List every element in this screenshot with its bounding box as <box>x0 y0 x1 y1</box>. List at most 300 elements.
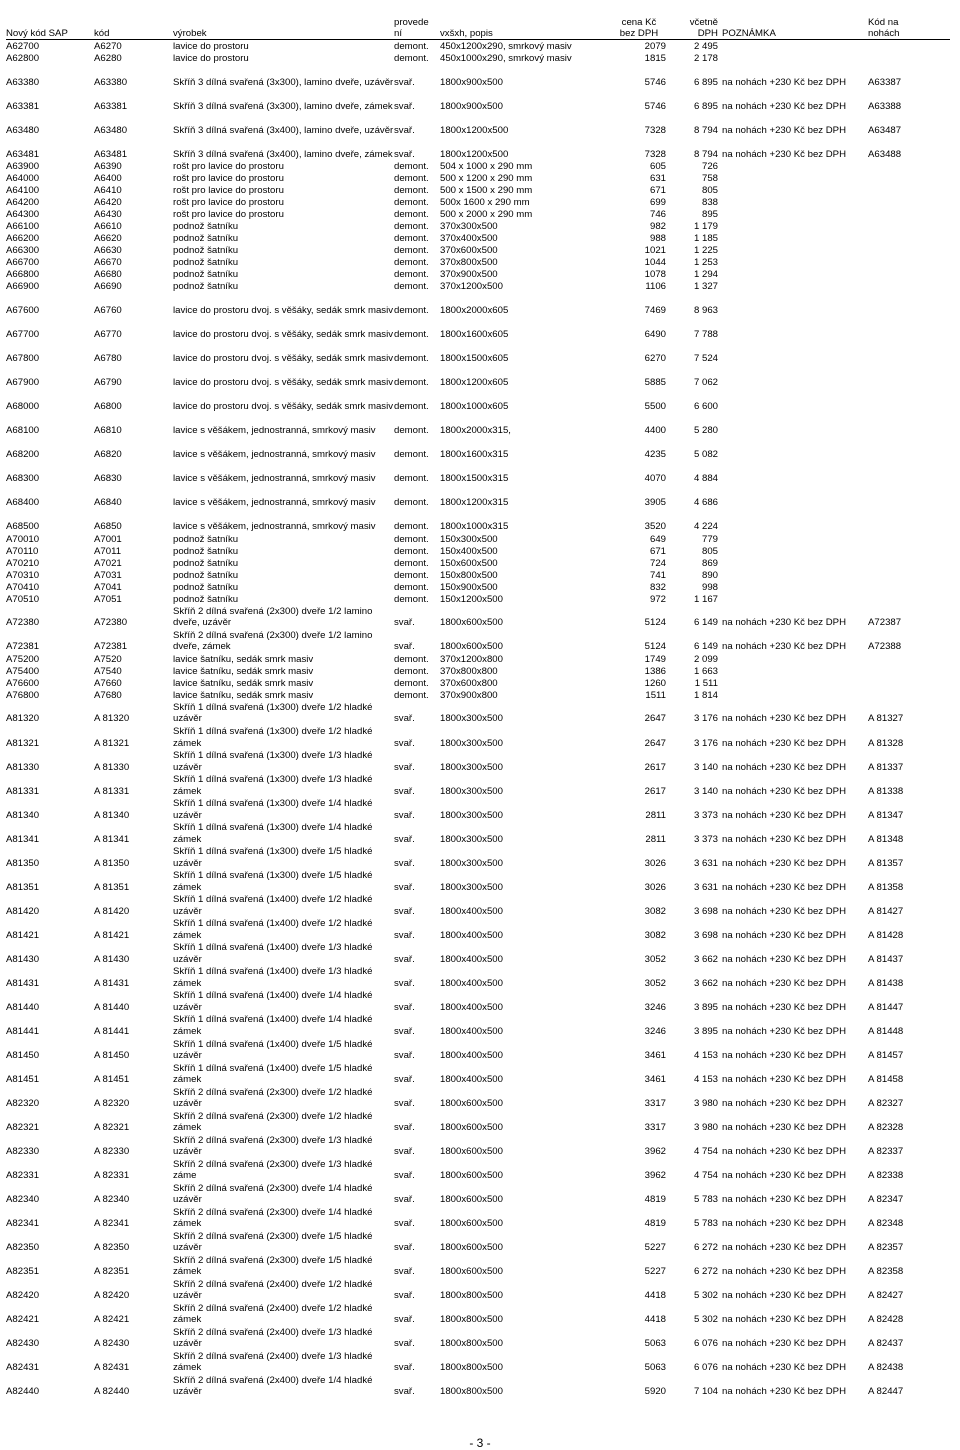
cell-execution: svař. <box>394 1001 415 1013</box>
cell-note: na nohách +230 Kč bez DPH <box>722 617 847 629</box>
cell-sap-code: A82431 <box>6 1362 40 1374</box>
table-row <box>6 725 950 749</box>
cell-sap-code: A62700 <box>6 41 40 53</box>
cell-code: A 81351 <box>94 881 130 893</box>
cell-sap-code: A81320 <box>6 713 40 725</box>
cell-sap-code: A66100 <box>6 221 40 233</box>
cell-code: A6270 <box>94 41 122 53</box>
cell-price-vat: 6 272 <box>693 1266 718 1278</box>
table-row <box>6 1302 950 1326</box>
cell-dimensions: 1800x1000x315 <box>440 521 509 533</box>
cell-note <box>722 280 868 292</box>
cell-legs-code: A 82447 <box>868 1386 904 1398</box>
cell-price-net: 1386 <box>644 665 666 677</box>
cell-dimensions: 500 x 2000 x 290 mm <box>440 209 533 221</box>
cell-product: rošt pro lavice do prostoru <box>173 173 284 185</box>
cell-execution: svař. <box>394 148 415 160</box>
cell-code: A6840 <box>94 497 122 509</box>
cell-code: A6620 <box>94 233 122 245</box>
table-row <box>6 1230 950 1254</box>
cell-execution: svař. <box>394 953 415 965</box>
cell-price-vat: 1 225 <box>693 245 718 257</box>
cell-legs-code <box>868 52 950 64</box>
cell-legs-code <box>868 244 950 256</box>
cell-execution: svař. <box>394 929 415 941</box>
cell-price-net: 1815 <box>644 53 666 65</box>
cell-note: na nohách +230 Kč bez DPH <box>722 76 847 88</box>
cell-price-net: 6490 <box>644 328 666 340</box>
cell-price-net: 5227 <box>644 1266 666 1278</box>
cell-price-net: 5063 <box>644 1362 666 1374</box>
cell-dimensions: 1800x800x500 <box>440 1338 503 1350</box>
cell-price-net: 671 <box>649 545 666 557</box>
cell-price-net: 5063 <box>644 1338 666 1350</box>
table-row <box>6 749 950 773</box>
cell-note <box>722 172 868 184</box>
cell-product: Skříň 1 dílná svařená (1x300) dveře 1/2 hladké uzávěr <box>173 702 373 725</box>
cell-note: na nohách +230 Kč bez DPH <box>722 713 847 725</box>
cell-product: podnož šatníku <box>173 569 239 581</box>
cell-dimensions: 450x1200x290, smrkový masiv <box>440 41 572 53</box>
cell-note <box>722 545 868 557</box>
cell-note: na nohách +230 Kč bez DPH <box>722 857 847 869</box>
cell-code: A6800 <box>94 401 122 413</box>
cell-execution: demont. <box>394 53 429 65</box>
cell-sap-code: A67700 <box>6 328 40 340</box>
cell-sap-code: A66800 <box>6 269 40 281</box>
cell-price-net: 982 <box>649 221 666 233</box>
cell-dimensions: 450x1000x290, smrkový masiv <box>440 53 572 65</box>
table-row <box>6 412 950 436</box>
cell-price-net: 4235 <box>644 449 666 461</box>
cell-sap-code: A63480 <box>6 124 40 136</box>
cell-product: lavice do prostoru <box>173 53 249 65</box>
cell-product: Skříň 2 dílná svařená (2x400) dveře 1/3 hladké zámek <box>173 1350 373 1374</box>
cell-product: Skříň 1 dílná svařená (1x400) dveře 1/3 hladké zámek <box>173 966 373 989</box>
cell-dimensions: 1800x800x500 <box>440 1362 503 1374</box>
cell-code: A6680 <box>94 269 122 281</box>
cell-code: A6830 <box>94 473 122 485</box>
cell-legs-code: A 81457 <box>868 1049 904 1061</box>
cell-legs-code: A 81337 <box>868 761 904 773</box>
cell-price-vat: 6 272 <box>693 1242 718 1254</box>
table-row <box>6 40 950 53</box>
cell-dimensions: 1800x400x500 <box>440 1001 503 1013</box>
cell-code: A72381 <box>94 641 128 653</box>
cell-sap-code: A81420 <box>6 905 40 917</box>
cell-legs-code: A 82347 <box>868 1194 904 1206</box>
cell-sap-code: A68000 <box>6 401 40 413</box>
cell-sap-code: A66300 <box>6 245 40 257</box>
cell-note: na nohách +230 Kč bez DPH <box>722 1122 847 1134</box>
cell-price-net: 4070 <box>644 473 666 485</box>
cell-sap-code: A82420 <box>6 1290 40 1302</box>
table-row <box>6 196 950 208</box>
cell-code: A6410 <box>94 185 122 197</box>
cell-dimensions: 500x 1600 x 290 mm <box>440 197 530 209</box>
cell-execution: svař. <box>394 1146 415 1158</box>
table-row <box>6 941 950 965</box>
cell-execution: demont. <box>394 269 429 281</box>
cell-dimensions: 1800x600x500 <box>440 1170 503 1182</box>
cell-code: A6630 <box>94 245 122 257</box>
cell-legs-code <box>868 412 950 436</box>
cell-price-vat: 4 153 <box>693 1073 718 1085</box>
cell-sap-code: A63380 <box>6 76 40 88</box>
cell-code: A6810 <box>94 425 122 437</box>
cell-price-vat: 5 082 <box>693 449 718 461</box>
cell-price-net: 3082 <box>644 929 666 941</box>
cell-legs-code: A 81327 <box>868 713 904 725</box>
cell-execution: demont. <box>394 665 429 677</box>
cell-price-vat: 805 <box>701 545 718 557</box>
cell-dimensions: 1800x600x500 <box>440 641 503 653</box>
cell-code: A 81350 <box>94 857 130 869</box>
cell-legs-code <box>868 485 950 509</box>
cell-sap-code: A81341 <box>6 833 40 845</box>
cell-sap-code: A82321 <box>6 1122 40 1134</box>
cell-price-vat: 3 980 <box>693 1122 718 1134</box>
cell-sap-code: A81340 <box>6 809 40 821</box>
cell-execution: svař. <box>394 1386 415 1398</box>
cell-product: Skříň 1 dílná svařená (1x400) dveře 1/2 hladké zámek <box>173 918 373 941</box>
cell-legs-code: A 82437 <box>868 1338 904 1350</box>
cell-code: A6610 <box>94 221 122 233</box>
cell-product: Skříň 2 dílná svařená (2x300) dveře 1/4 hladké zámek <box>173 1206 373 1230</box>
cell-dimensions: 1800x2000x605 <box>440 304 509 316</box>
cell-price-vat: 6 895 <box>693 100 718 112</box>
table-row <box>6 581 950 593</box>
cell-sap-code: A81421 <box>6 929 40 941</box>
table-body <box>6 40 950 1398</box>
cell-sap-code: A66700 <box>6 257 40 269</box>
cell-product: lavice šatníku, sedák smrk masiv <box>173 677 314 689</box>
cell-price-vat: 3 980 <box>693 1097 718 1109</box>
cell-sap-code: A82421 <box>6 1314 40 1326</box>
cell-legs-code <box>868 388 950 412</box>
cell-execution: demont. <box>394 221 429 233</box>
cell-code: A 81440 <box>94 1001 130 1013</box>
cell-execution: svař. <box>394 713 415 725</box>
header-note: POZNÁMKA <box>722 13 868 40</box>
cell-legs-code <box>868 184 950 196</box>
table-row <box>6 292 950 316</box>
cell-note <box>722 340 868 364</box>
cell-legs-code: A 82327 <box>868 1097 904 1109</box>
cell-execution: svař. <box>394 1314 415 1326</box>
cell-price-vat: 3 176 <box>693 713 718 725</box>
cell-dimensions: 1800x800x500 <box>440 1386 503 1398</box>
cell-dimensions: 1800x400x500 <box>440 1073 503 1085</box>
cell-legs-code: A63387 <box>868 76 902 88</box>
cell-execution: svař. <box>394 641 415 653</box>
cell-price-vat: 5 783 <box>693 1218 718 1230</box>
table-row <box>6 256 950 268</box>
cell-execution: svař. <box>394 1362 415 1374</box>
table-row <box>6 88 950 112</box>
cell-execution: svař. <box>394 124 415 136</box>
cell-note: na nohách +230 Kč bez DPH <box>722 1218 847 1230</box>
cell-legs-code <box>868 689 950 701</box>
table-row <box>6 112 950 136</box>
cell-note: na nohách +230 Kč bez DPH <box>722 1386 847 1398</box>
cell-code: A 82330 <box>94 1146 130 1158</box>
cell-price-vat: 3 698 <box>693 929 718 941</box>
cell-dimensions: 1800x600x500 <box>440 617 503 629</box>
cell-code: A7660 <box>94 677 122 689</box>
cell-price-vat: 4 754 <box>693 1170 718 1182</box>
table-row <box>6 869 950 893</box>
cell-note <box>722 665 868 677</box>
cell-dimensions: 370x600x800 <box>440 677 498 689</box>
cell-legs-code <box>868 437 950 461</box>
cell-sap-code: A81451 <box>6 1073 40 1085</box>
cell-code: A 81340 <box>94 809 130 821</box>
cell-product: Skříň 2 dílná svařená (2x300) dveře 1/3 hladké uzávěr <box>173 1134 373 1158</box>
cell-sap-code: A82320 <box>6 1097 40 1109</box>
cell-price-net: 2811 <box>645 809 666 821</box>
cell-note: na nohách +230 Kč bez DPH <box>722 1194 847 1206</box>
cell-product: lavice s věšákem, jednostranná, smrkový masiv <box>173 449 376 461</box>
cell-legs-code <box>868 581 950 593</box>
cell-dimensions: 1800x300x500 <box>440 833 503 845</box>
cell-price-vat: 4 754 <box>693 1146 718 1158</box>
cell-sap-code: A68100 <box>6 425 40 437</box>
cell-dimensions: 1800x1500x315 <box>440 473 509 485</box>
cell-legs-code <box>868 593 950 605</box>
header-sap-code: Nový kód SAP <box>6 13 94 40</box>
cell-sap-code: A82440 <box>6 1386 40 1398</box>
cell-price-net: 5746 <box>644 100 666 112</box>
table-row <box>6 388 950 412</box>
cell-price-vat: 3 631 <box>693 881 718 893</box>
cell-price-vat: 6 600 <box>693 401 718 413</box>
cell-legs-code: A 81357 <box>868 857 904 869</box>
table-row <box>6 557 950 569</box>
cell-legs-code: A 81328 <box>868 737 904 749</box>
cell-dimensions: 1800x1600x605 <box>440 328 509 340</box>
cell-execution: demont. <box>394 581 429 593</box>
cell-dimensions: 150x900x500 <box>440 581 498 593</box>
cell-execution: demont. <box>394 449 429 461</box>
table-row <box>6 1278 950 1302</box>
cell-execution: demont. <box>394 377 429 389</box>
table-row <box>6 340 950 364</box>
cell-sap-code: A81441 <box>6 1025 40 1037</box>
cell-legs-code: A 81338 <box>868 785 904 797</box>
cell-execution: demont. <box>394 161 429 173</box>
cell-note: na nohách +230 Kč bez DPH <box>722 1290 847 1302</box>
cell-dimensions: 370x400x500 <box>440 233 498 245</box>
cell-price-net: 5227 <box>644 1242 666 1254</box>
cell-dimensions: 150x300x500 <box>440 533 498 545</box>
cell-dimensions: 370x900x500 <box>440 269 498 281</box>
header-price-vat: včetně DPH <box>670 13 722 40</box>
cell-legs-code <box>868 340 950 364</box>
cell-execution: svař. <box>394 833 415 845</box>
cell-execution: svař. <box>394 737 415 749</box>
cell-code: A 82351 <box>94 1266 130 1278</box>
cell-legs-code: A 82337 <box>868 1146 904 1158</box>
cell-product: Skříň 1 dílná svařená (1x400) dveře 1/3 hladké uzávěr <box>173 942 373 965</box>
cell-price-net: 5920 <box>644 1386 666 1398</box>
cell-sap-code: A81331 <box>6 785 40 797</box>
cell-sap-code: A81431 <box>6 977 40 989</box>
table-row <box>6 773 950 797</box>
table-row <box>6 677 950 689</box>
cell-dimensions: 1800x1200x315 <box>440 497 509 509</box>
cell-execution: svař. <box>394 1122 415 1134</box>
cell-execution: demont. <box>394 425 429 437</box>
cell-price-net: 3026 <box>644 857 666 869</box>
cell-dimensions: 150x1200x500 <box>440 593 503 605</box>
cell-sap-code: A63900 <box>6 161 40 173</box>
cell-price-vat: 6 149 <box>693 617 718 629</box>
cell-dimensions: 1800x300x500 <box>440 881 503 893</box>
cell-sap-code: A63381 <box>6 100 40 112</box>
cell-dimensions: 1800x1000x605 <box>440 401 509 413</box>
cell-legs-code: A 81438 <box>868 977 904 989</box>
table-row <box>6 1206 950 1230</box>
cell-price-net: 1106 <box>645 281 666 293</box>
cell-price-vat: 5 783 <box>693 1194 718 1206</box>
cell-sap-code: A66900 <box>6 281 40 293</box>
page-number: - 3 - <box>469 1436 491 1450</box>
cell-execution: demont. <box>394 593 429 605</box>
cell-price-vat: 7 524 <box>693 353 718 365</box>
cell-price-net: 3317 <box>644 1097 666 1109</box>
cell-legs-code: A 81427 <box>868 905 904 917</box>
cell-sap-code: A66200 <box>6 233 40 245</box>
cell-product: lavice do prostoru <box>173 41 249 53</box>
cell-execution: demont. <box>394 545 429 557</box>
cell-price-net: 972 <box>649 593 666 605</box>
cell-product: podnož šatníku <box>173 281 239 293</box>
cell-price-vat: 1 167 <box>693 593 718 605</box>
cell-product: podnož šatníku <box>173 593 239 605</box>
cell-sap-code: A82331 <box>6 1170 40 1182</box>
cell-dimensions: 1800x1200x605 <box>440 377 509 389</box>
cell-note: na nohách +230 Kč bez DPH <box>722 809 847 821</box>
cell-note <box>722 653 868 665</box>
cell-legs-code <box>868 220 950 232</box>
cell-product: rošt pro lavice do prostoru <box>173 197 284 209</box>
cell-sap-code: A70410 <box>6 581 40 593</box>
cell-note: na nohách +230 Kč bez DPH <box>722 1001 847 1013</box>
cell-legs-code: A 81458 <box>868 1073 904 1085</box>
cell-code: A 81421 <box>94 929 130 941</box>
cell-code: A 82321 <box>94 1122 130 1134</box>
cell-product: Skříň 1 dílná svařená (1x400) dveře 1/4 hladké uzávěr <box>173 990 373 1013</box>
cell-dimensions: 1800x400x500 <box>440 977 503 989</box>
cell-product: lavice šatníku, sedák smrk masiv <box>173 653 314 665</box>
cell-price-vat: 998 <box>701 581 718 593</box>
cell-price-vat: 3 895 <box>693 1001 718 1013</box>
cell-sap-code: A82341 <box>6 1218 40 1230</box>
cell-sap-code: A64200 <box>6 197 40 209</box>
table-row <box>6 545 950 557</box>
cell-product: Skříň 1 dílná svařená (1x300) dveře 1/4 hladké zámek <box>173 822 373 845</box>
cell-price-vat: 1 327 <box>693 281 718 293</box>
cell-price-net: 631 <box>649 173 666 185</box>
cell-note <box>722 569 868 581</box>
cell-price-vat: 8 794 <box>693 124 718 136</box>
table-row <box>6 184 950 196</box>
cell-product: podnož šatníku <box>173 233 239 245</box>
cell-execution: svař. <box>394 1170 415 1182</box>
cell-price-net: 3082 <box>644 905 666 917</box>
cell-dimensions: 150x600x500 <box>440 557 498 569</box>
cell-price-vat: 8 794 <box>693 148 718 160</box>
table-row <box>6 208 950 220</box>
cell-execution: svař. <box>394 1218 415 1230</box>
cell-legs-code: A 81448 <box>868 1025 904 1037</box>
cell-execution: demont. <box>394 185 429 197</box>
cell-dimensions: 1800x1200x500 <box>440 124 509 136</box>
cell-execution: svař. <box>394 977 415 989</box>
cell-code: A63481 <box>94 148 128 160</box>
cell-legs-code: A63388 <box>868 100 902 112</box>
cell-product: Skříň 1 dílná svařená (1x300) dveře 1/3 hladké zámek <box>173 774 373 797</box>
cell-legs-code <box>868 545 950 557</box>
table-row <box>6 136 950 160</box>
header-execution: provede ní <box>394 13 440 40</box>
cell-code: A 81330 <box>94 761 130 773</box>
cell-execution: demont. <box>394 533 429 545</box>
cell-code: A6690 <box>94 281 122 293</box>
cell-execution: svař. <box>394 1194 415 1206</box>
cell-product: lavice s věšákem, jednostranná, smrkový masiv <box>173 425 376 437</box>
cell-note: na nohách +230 Kč bez DPH <box>722 148 847 160</box>
cell-execution: demont. <box>394 569 429 581</box>
cell-note <box>722 268 868 280</box>
cell-sap-code: A81351 <box>6 881 40 893</box>
cell-dimensions: 150x800x500 <box>440 569 498 581</box>
cell-execution: svař. <box>394 1242 415 1254</box>
cell-sap-code: A82351 <box>6 1266 40 1278</box>
cell-code: A7021 <box>94 557 122 569</box>
cell-execution: demont. <box>394 401 429 413</box>
cell-price-net: 3905 <box>644 497 666 509</box>
cell-dimensions: 1800x600x500 <box>440 1194 503 1206</box>
cell-sap-code: A81330 <box>6 761 40 773</box>
cell-note: na nohách +230 Kč bez DPH <box>722 737 847 749</box>
cell-execution: demont. <box>394 497 429 509</box>
cell-dimensions: 1800x1200x500 <box>440 148 509 160</box>
cell-price-net: 3246 <box>644 1025 666 1037</box>
cell-product: Skříň 2 dílná svařená (2x300) dveře 1/2 hladké zámek <box>173 1110 373 1134</box>
cell-execution: demont. <box>394 173 429 185</box>
table-row <box>6 701 950 725</box>
table-row <box>6 1254 950 1278</box>
cell-dimensions: 1800x800x500 <box>440 1290 503 1302</box>
cell-legs-code: A 81348 <box>868 833 904 845</box>
cell-note <box>722 581 868 593</box>
cell-price-net: 3052 <box>644 953 666 965</box>
cell-price-net: 5124 <box>644 641 666 653</box>
cell-sap-code: A82340 <box>6 1194 40 1206</box>
cell-code: A6430 <box>94 209 122 221</box>
cell-legs-code <box>868 268 950 280</box>
cell-sap-code: A70010 <box>6 533 40 545</box>
cell-product: Skříň 1 dílná svařená (1x300) dveře 1/3 hladké uzávěr <box>173 750 373 773</box>
cell-legs-code <box>868 40 950 53</box>
cell-execution: demont. <box>394 41 429 53</box>
cell-price-vat: 5 302 <box>693 1314 718 1326</box>
cell-execution: demont. <box>394 245 429 257</box>
table-row <box>6 1037 950 1061</box>
cell-price-net: 5746 <box>644 76 666 88</box>
